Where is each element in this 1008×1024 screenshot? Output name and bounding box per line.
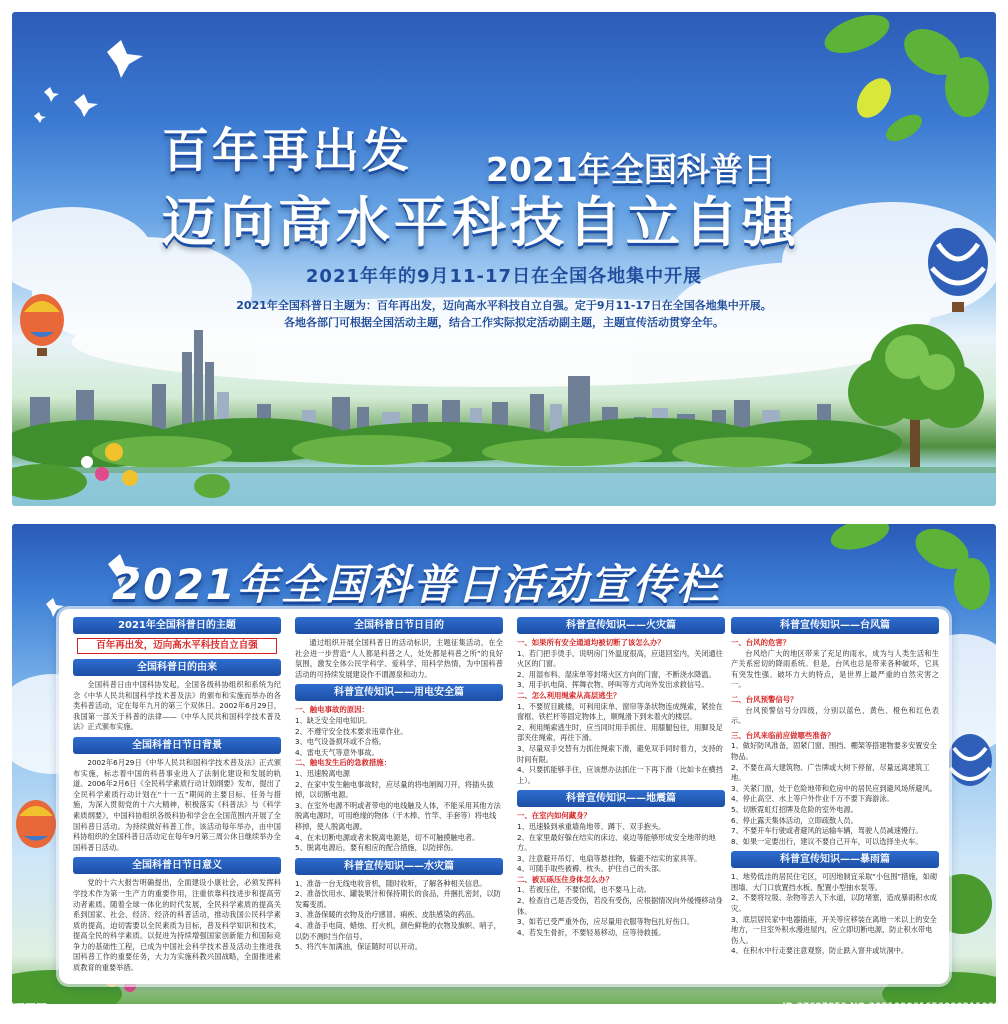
column-1 <box>73 617 281 978</box>
banner-title-line1-sub: 2021年全国科普日 <box>486 150 776 189</box>
list-item: 3、如若已受严重外伤，应尽量用衣服等物包扎好伤口。 <box>517 917 695 927</box>
list-item: 3、关紧门窗，处于危险地带和危房中的居民应到避风场所避风。 <box>731 783 937 793</box>
typhoon-red-heading-3: 三、台风来临前应做哪些准备？ <box>731 730 835 740</box>
section-header-origin: 全国科普日的由来 <box>73 659 281 676</box>
list-item: 4、只要抓能够手住，应该想办法抓住一下再下滑（比如卡在横挡上）。 <box>517 765 723 785</box>
list-item: 4、可随手取些被褥、枕头、护住自己的头部。 <box>517 864 666 874</box>
list-item: 2、在家里最好躲在结实的床边、桌边等能够形成安全地带的地方。 <box>517 832 716 853</box>
quake-red-heading-1: 一、在室内如何藏身？ <box>517 811 591 821</box>
origin-text: 全国科普日由中国科协发起，全国各级科协组织和系统为纪念《中华人民共和国科学技术普及法》的颁布和实施而举办的各类科普活动，定在每年九月的第三个双休日。2002年6月29日，我国第一部关于科普的法律——《中华人民共和国科学技术普及法》正式颁布实施。 <box>73 680 281 732</box>
list-item: 1、若门把手烫手，说明房门外温度很高，应退回室内，关闭通往火区的门窗。 <box>517 648 723 669</box>
list-item: 2、利用绳索逃生时，应当同时用手抓住、用膝腿包住，用脚及足部夹住绳索，再往下滑。 <box>517 722 723 743</box>
column-4 <box>731 617 939 957</box>
list-item: 8、如果一定要出行，建议不要自己开车，可以选择坐火车。 <box>731 836 923 846</box>
list-item: 2、检查自己是否受伤，若没有受伤，应根据情况向外缓慢移动身体。 <box>517 896 723 916</box>
banner-date-line: 2021年年的9月11-17日在全国各地集中开展 <box>305 266 703 287</box>
quake-red-heading-2: 二、被瓦砾压住身体怎么办？ <box>517 874 614 884</box>
section-header-flood: 科普宣传知识——水灾篇 <box>295 858 503 875</box>
list-item: 7、不要开车行驶或者避风的运输车辆，驾驶人员减速慢行。 <box>731 826 923 836</box>
fire-red-heading-1: 一、如果所有安全通道均被切断了该怎么办？ <box>517 638 665 647</box>
list-item: 2、不遵守安全技术要求违章作业。 <box>295 726 408 736</box>
fire-red-heading-2: 二、怎么利用绳索从高层逃生？ <box>517 690 621 700</box>
column-3 <box>517 617 725 938</box>
list-item: 2、不要将垃圾、杂物等丢入下水道，以防堵塞，造成暴雨积水成灾。 <box>731 893 937 914</box>
typhoon-red-heading-1: 一、台风的危害？ <box>731 638 791 647</box>
typhoon-warning-text: 台风预警信号分四级，分别以蓝色、黄色、橙色和红色表示。 <box>731 705 939 726</box>
section-header-fire: 科普宣传知识——火灾篇 <box>517 617 725 634</box>
typhoon-red-heading-2: 二、台风预警信号？ <box>731 694 798 704</box>
section-header-typhoon: 科普宣传知识——台风篇 <box>731 617 939 634</box>
list-item: 4、准备手电筒、蜡烛、打火机，颜色鲜艳的衣物及旗帜、哨子，以防不测时当作信号。 <box>295 921 501 941</box>
list-item: 3、电气设备损坏或不合格。 <box>295 737 386 747</box>
list-item: 1、缺乏安全用电知识。 <box>295 715 372 725</box>
list-item: 1、准备一台无线电收音机，随时收听，了解各种相关信息。 <box>295 878 487 888</box>
purpose-text: 通过组织开展全国科普日的活动标识，主题征集活动，在全社会进一步营造“人人都是科普之人，处处都是科普之所”的良好氛围，激发全体公民学科学、爱科学、用科学热情，为中国科普活动的可持续发展建设作不谓源泉和动力。 <box>295 638 503 679</box>
section-header-meaning: 全国科普日节日意义 <box>73 857 281 874</box>
list-item: 6、停止露天集体活动，立即疏散人员。 <box>731 815 858 825</box>
watermark-right: ID:27627859 NO:20210906165600021109 <box>782 1002 994 1012</box>
list-item: 3、在室外电源不明或者带电的电线触及人体，不能采用其他方法脱离电源时，可用绝缘的物体（干木棒、竹竿、手套等）将电线移掉，使人脱离电源。 <box>295 800 501 831</box>
list-item: 3、尽量双手交替有力抓住绳索下滑，避免双手同时着力，支持的时间有限。 <box>517 743 723 764</box>
board-content <box>59 609 949 984</box>
electric-red-heading-2: 二、触电发生后的急救措施： <box>295 758 392 768</box>
list-item: 4、在未切断电源或者未脱离电源是，切不可触摸触电者。 <box>295 832 480 842</box>
bottom-board-panel <box>12 524 996 1004</box>
top-banner <box>12 12 996 506</box>
board-title: 2021年全国科普日活动宣传栏 <box>112 560 721 609</box>
list-item: 1、迅速脱离电源 <box>295 768 350 778</box>
banner-title-line2: 迈向高水平科技自立自强 <box>162 191 800 254</box>
background-text: 2002年6月29日《中华人民共和国科学技术普及法》正式颁布实施，标志着中国的科普事业进入了法制化建设和发展的轨道。2006年2月6日《全民科学素质行动计划纲要》发布，提出了全民科学素质行动计划在“十一五”期间的主要目标、任务与措施，为深入贯彻党的十六大精神，积极落实《科普法》与《科学素质纲要》，中国科协组织各级科协和学会在全国范围内开展了全国科普日活动。为持续做好科普工作，该活动每年举办，由中国科协组织的全国科普日活动定在每年9月第三周公休日继续举办全国科普日活动。 <box>73 757 281 852</box>
list-item: 1、不要贸目跳楼，可利用床单、窗帘等条状物连成绳索，紧拴在窗框、铁栏杆等固定物体上，顺绳滑下到未着火的楼层。 <box>517 701 723 722</box>
section-header-background: 全国科普日节日背景 <box>73 737 281 754</box>
list-item: 5、将汽车加满油，保证随时可以开动。 <box>295 942 422 952</box>
city-skyline-illustration <box>12 12 996 506</box>
watermark-left: 昵图网 www.nipic.com <box>14 1002 145 1015</box>
list-item: 3、准备保暖的衣物及治疗感冒、痢疾、皮肤感染的药品。 <box>295 910 480 920</box>
section-header-rain: 科普宣传知识——暴雨篇 <box>731 851 939 868</box>
list-item: 5、切断霓虹灯招牌及危险的室外电源。 <box>731 804 858 814</box>
list-item: 4、雷电天气等意外事故。 <box>295 747 379 757</box>
section-header-theme: 2021年全国科普日的主题 <box>73 617 281 634</box>
list-item: 2、不要在高大建筑物、广告牌或大树下停留，尽量远离建筑工地。 <box>731 762 930 783</box>
typhoon-harm-text: 台风给广大的地区带来了充足的雨水，成为与人类生活和生产关系密切的降雨系统。但是，台风也总是带来各种破坏，它具有突发性强、破坏力大的特点，是世界上最严重的自然灾害之一。 <box>731 648 939 690</box>
list-item: 2、在家中发生触电事故时，应尽量的将电闸阀刀开，将插头拔掉，以切断电源。 <box>295 779 494 800</box>
list-item: 4、若发生骨折，不要轻易移动，应等待救援。 <box>517 927 666 937</box>
list-item: 1、迅速躲到承重墙角地带、蹲下、双手抱头。 <box>517 821 666 831</box>
section-header-purpose: 全国科普日节日目的 <box>295 617 503 634</box>
list-item: 1、若被压住，不要惊慌，也不要马上动。 <box>517 885 651 895</box>
list-item: 2、准备饮用水、罐装果汁和保持期长的食品，并捆扎密封，以防发霉变质。 <box>295 889 501 909</box>
section-header-electric: 科普宣传知识——用电安全篇 <box>295 684 503 701</box>
electric-red-heading-1: 一、触电事故的原因： <box>295 705 369 715</box>
theme-highlight: 百年再出发，迈向高水平科技自立自强 <box>77 638 277 654</box>
list-item: 1、地势低洼的居民住宅区，可因地制宜采取“小包围”措施，如砌围墙、大门口放置挡水板、配置小型抽水泵等。 <box>731 872 938 892</box>
list-item: 3、用手扒电筒、挥舞衣物、呼叫等方式向外发出求救信号。 <box>517 680 709 690</box>
meaning-text: 党的十六大报告明确提出，全面建设小康社会，必须发挥科学技术作为第一生产力的重要作用，注重依靠科技进步和提高劳动者素质。随着全球一体化的时代发展，全民科学素质的提高关系到国家、社会、经济、经济的科普活动，推动我国公民科学素质的提高，迫切需要以全民素质为目标，普及科学知识和技术，提高全民的科学素质。以促进为持续增强国家创新能力和国际竞争力的基础性工程，已成为中国社会科学技术普及活动主推进我国科普工作的重要任务，大力为实施科教兴国战略，全面推进素质教育的重要举措。 <box>73 878 281 973</box>
list-item: 3、底层居民家中电器插座，开关等应移装在离地一米以上的安全地方，一旦室外积水漫进屋内，应立即切断电源，防止积水带电伤人。 <box>731 914 937 945</box>
list-item: 2、用湿布料、湿床单等封堵火区方向的门窗，不断浇水降温。 <box>517 669 716 679</box>
list-item: 4、停止高空、水上等户外作业千万不要下海游泳。 <box>731 794 894 804</box>
banner-intro-line2: 各地各部门可根据全国活动主题，结合工作实际拟定活动副主题，主题宣传活动贯穿全年。 <box>284 316 724 329</box>
column-2 <box>295 617 503 953</box>
list-item: 3、注意避开吊灯、电扇等悬挂物，躲避不结实的家具等。 <box>517 853 702 863</box>
list-item: 4、在积水中行走要注意观察，防止跌入窨井或坑洞中。 <box>731 946 909 956</box>
banner-intro-line1: 2021年全国科普日主题为：百年再出发，迈向高水平科技自立自强。定于9月11-17日在全国各地集中开展。 <box>236 299 772 312</box>
section-header-quake: 科普宣传知识——地震篇 <box>517 790 725 807</box>
list-item: 1、做好防风准备，固紧门窗、围挡、棚架等搭建物要多安置安全物品。 <box>731 741 937 761</box>
banner-title-line1-main: 百年再出发 <box>162 124 412 179</box>
list-item: 5、脱离电源后，要有相应的配合措施，以防摔伤。 <box>295 843 458 853</box>
